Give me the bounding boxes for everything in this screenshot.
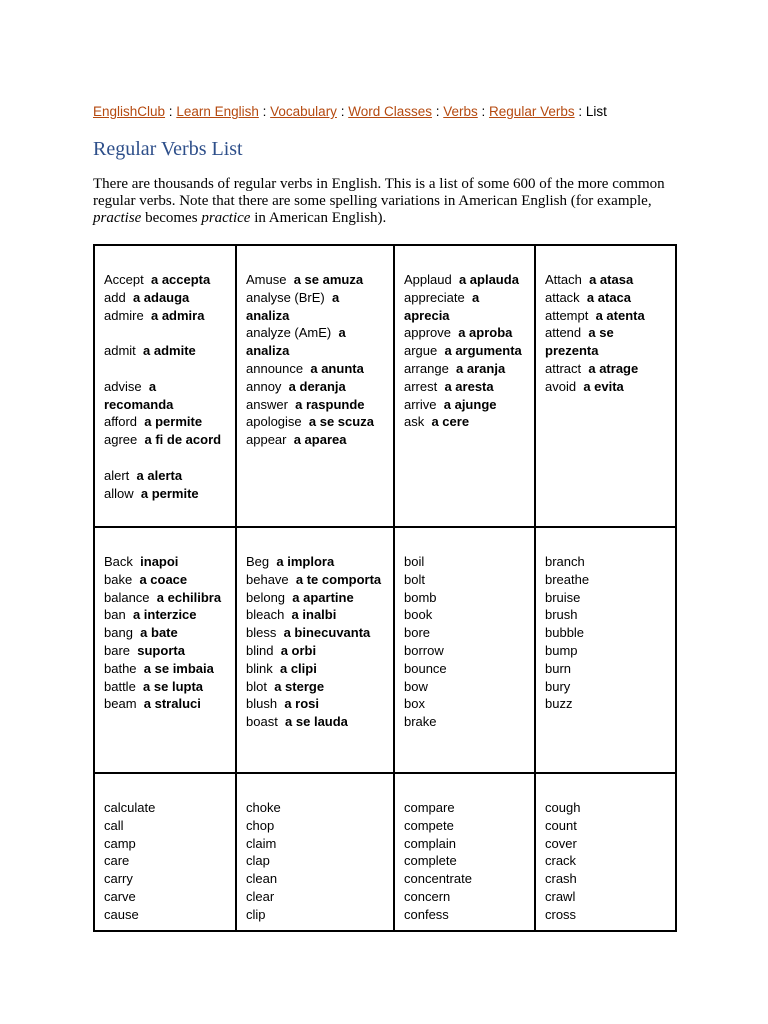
breadcrumb-separator: : [431,104,444,119]
verb-entry [104,660,227,678]
verb-word: blind [246,642,274,658]
verb-translation: a straluci [143,696,201,712]
verb-entry [404,642,526,660]
verb-entry [104,606,227,624]
verb-entry [404,695,526,713]
verb-word: bow [404,678,428,694]
verb-word: bless [246,625,277,641]
verb-word: boast [246,714,278,730]
verb-word: compete [404,817,454,833]
verb-cell [394,773,535,931]
verb-word: argue [404,343,438,359]
verb-translation: a aproba [458,325,513,341]
verb-word: carve [104,888,136,904]
verb-translation: a alerta [136,467,183,483]
verb-entry [545,624,667,642]
verb-word: bomb [404,589,437,605]
verb-word: announce [246,360,304,376]
verb-word: admire [104,307,144,323]
verb-word: branch [545,554,585,569]
verb-word: brush [545,607,578,623]
verb-entry [104,271,227,289]
verb-entry [246,589,385,607]
verb-translation: a inalbi [291,607,337,623]
verb-entry [404,799,526,817]
verb-entry [104,870,227,888]
verb-entry [104,553,227,571]
verb-word: call [104,817,124,833]
verb-entry [404,906,526,924]
verb-translation: inapoi [140,554,179,569]
verb-word: bake [104,571,133,587]
verb-entry [246,553,385,571]
breadcrumb-separator: : [477,104,490,119]
verb-entry [545,870,667,888]
verb-word: blot [246,678,267,694]
verb-entry [246,642,385,660]
verb-entry [545,360,667,378]
verb-entry [404,606,526,624]
verb-translation: a atrage [588,360,639,376]
verb-entry [545,660,667,678]
intro-text: There are thousands of regular verbs in English. This is a list of some 600 of the more common regular verbs. Note that there are some spelling variations in American English (for example, [93,176,665,209]
verb-entry [104,431,227,449]
verb-entry [246,571,385,589]
verb-translation: a aplauda [458,272,519,287]
verb-word: compare [404,800,455,815]
verb-word: cover [545,835,577,851]
verb-entry [545,289,667,307]
verb-translation: a raspunde [295,396,365,412]
verb-translation: a rosi [284,696,319,712]
verb-word: cough [545,800,581,815]
verb-translation: a argumenta [444,343,522,359]
verb-entry [545,799,667,817]
verb-entry [246,413,385,431]
verb-word: clean [246,871,278,887]
verb-translation: a interzice [132,607,197,623]
verb-word: arrest [404,378,438,394]
verb-translation: a deranja [288,378,346,394]
verb-entry [404,624,526,642]
verb-word: add [104,289,126,305]
verb-entry [545,307,667,325]
verb-word: complete [404,853,457,869]
intro-paragraph [93,176,683,227]
breadcrumb-current: List [585,104,607,119]
verb-translation: a permite [140,485,199,501]
verb-entry [404,835,526,853]
page-title: Regular Verbs List [93,138,243,160]
breadcrumb-link[interactable]: Learn English [176,104,259,119]
table-row [94,527,676,773]
verb-word: beam [104,696,137,712]
verb-word: choke [246,800,281,815]
verb-entry [404,589,526,607]
verb-translation: a cere [431,414,470,430]
verb-word: bathe [104,660,137,676]
verb-entry [545,606,667,624]
verb-translation: a atenta [595,307,645,323]
verb-translation: a evita [583,378,624,394]
verb-translation: a adauga [132,289,190,305]
verb-translation: a implora [276,554,335,569]
verb-entry [545,324,667,360]
verb-entry [104,695,227,713]
verb-word: breathe [545,571,590,587]
verb-word: Amuse [246,272,287,287]
verb-entry [404,396,526,414]
verb-entry [246,852,385,870]
verb-translation: a te comporta [295,571,382,587]
verb-translation: a aranja [456,360,506,376]
verb-translation: a sterge [274,678,325,694]
verb-word: attack [545,289,580,305]
verb-entry [104,485,227,503]
verb-translation: a atasa [589,272,634,287]
verb-word: cross [545,906,577,922]
verb-translation: a ataca [586,289,632,305]
verb-word: annoy [246,378,282,394]
verb-word: bury [545,678,571,694]
verb-word: chop [246,817,275,833]
verb-entry [246,431,385,449]
verb-entry [104,589,227,607]
verb-entry [404,678,526,696]
verb-word: calculate [104,800,156,815]
verb-entry [246,695,385,713]
verb-word: Back [104,554,133,569]
verb-cell [535,527,676,773]
verb-entry [404,342,526,360]
verb-entry [104,342,227,360]
verb-entry [246,324,385,360]
verb-translation: a binecuvanta [283,625,371,641]
breadcrumb-separator: : [336,104,349,119]
verb-entry [104,307,227,325]
intro-italic-practise: practise [93,210,142,226]
verb-entry [104,378,227,414]
verb-translation: a analiza [246,325,346,359]
verb-entry [104,467,227,485]
verb-entry [404,888,526,906]
verb-word: camp [104,835,136,851]
verb-entry [404,660,526,678]
verb-word: afford [104,414,138,430]
breadcrumb-separator: : [258,104,271,119]
verb-word: bruise [545,589,581,605]
verb-word: count [545,817,577,833]
verb-translation: a se amuza [293,272,364,287]
table-row [94,245,676,527]
verb-entry [104,571,227,589]
breadcrumb-link[interactable]: Regular Verbs [489,104,575,119]
verb-translation: a admite [143,343,196,359]
verb-word: cause [104,906,139,922]
verb-entry [104,817,227,835]
verb-word: bare [104,642,131,658]
intro-text: in American English). [250,210,387,226]
verb-word: bleach [246,607,285,623]
verb-translation: a se prezenta [545,325,614,359]
verb-translation: a bate [140,625,178,641]
verb-word: complain [404,835,457,851]
verb-translation: a se lauda [285,714,348,730]
verb-translation: a coace [139,571,188,587]
verb-entry [404,870,526,888]
verb-entry [545,589,667,607]
verb-translation: a orbi [280,642,317,658]
verb-word: Beg [246,554,270,569]
verb-entry [545,553,667,571]
verb-word: crack [545,853,577,869]
verb-translation: a anunta [310,360,364,376]
verb-entry [104,642,227,660]
verb-word: balance [104,589,150,605]
intro-text: becomes [141,210,202,226]
breadcrumb-link[interactable]: Vocabulary [270,104,337,119]
verb-entry [246,624,385,642]
verb-translation: a admira [150,307,205,323]
verb-word: clear [246,888,275,904]
verb-translation: suporta [137,642,185,658]
verb-translation: a aprecia [404,289,480,323]
verb-entry [246,606,385,624]
verb-entry [404,271,526,289]
verb-cell [394,527,535,773]
verb-translation: a se imbaia [143,660,214,676]
breadcrumb-link[interactable]: Verbs [443,104,478,119]
verb-cell [236,527,394,773]
verb-word: borrow [404,642,444,658]
verb-word: arrive [404,396,437,412]
verb-word: attend [545,325,582,341]
verb-word: Applaud [404,272,452,287]
verb-translation: a aparea [293,432,347,448]
verb-word: bang [104,625,133,641]
verb-translation: a se scuza [308,414,374,430]
verb-entry [404,713,526,731]
verb-entry [404,324,526,342]
verb-word: answer [246,396,288,412]
verb-entry [246,906,385,924]
verb-entry [404,571,526,589]
verb-translation: a echilibra [156,589,222,605]
verb-cell [94,773,236,931]
verb-translation: a apartine [292,589,354,605]
verb-cell [236,773,394,931]
verb-entry [246,835,385,853]
verb-word: avoid [545,378,577,394]
verb-entry [545,271,667,289]
verb-translation: a analiza [246,289,340,323]
verb-entry [246,360,385,378]
verb-word: Accept [104,272,144,287]
verb-cell [236,245,394,527]
verb-entry [104,799,227,817]
verb-cell [94,245,236,527]
verb-word: appreciate [404,289,465,305]
verb-word: battle [104,678,136,694]
verb-entry [545,642,667,660]
verb-word: admit [104,343,136,359]
verb-word: boil [404,554,425,569]
verb-word: alert [104,467,130,483]
verb-entry [545,678,667,696]
verb-entry [246,888,385,906]
verb-entry [404,553,526,571]
verb-word: crash [545,871,577,887]
verb-entry [545,378,667,396]
verb-translation: a fi de acord [144,432,222,448]
verb-word: approve [404,325,451,341]
verb-entry [104,835,227,853]
breadcrumb-link[interactable]: Word Classes [348,104,432,119]
verb-word: blink [246,660,273,676]
verb-entry [246,713,385,731]
verb-word: bubble [545,625,585,641]
verb-word: belong [246,589,286,605]
verb-entry [104,906,227,924]
verb-entry [104,852,227,870]
verb-entry [104,888,227,906]
verb-entry [246,396,385,414]
verb-word: concentrate [404,871,472,887]
verb-entry [104,289,227,307]
verb-entry [246,271,385,289]
breadcrumb-link[interactable]: EnglishClub [93,104,166,119]
verb-entry [246,870,385,888]
verb-word: analyze (AmE) [246,325,332,341]
verb-word: bore [404,625,431,641]
verb-entry [104,624,227,642]
verb-entry [104,413,227,431]
verb-word: bolt [404,571,425,587]
verb-word: analyse (BrE) [246,289,325,305]
verb-word: carry [104,871,133,887]
verb-entry [545,817,667,835]
verb-word: clap [246,853,270,869]
verb-entry [545,695,667,713]
verb-word: ask [404,414,425,430]
verb-cell [94,527,236,773]
verb-cell [394,245,535,527]
verb-word: box [404,696,425,712]
verb-entry [404,378,526,396]
verb-entry [545,906,667,924]
verb-translation: a permite [144,414,203,430]
verb-word: concern [404,888,451,904]
verb-entry [246,799,385,817]
verb-entry [545,835,667,853]
verb-word: book [404,607,433,623]
verb-entry [104,678,227,696]
breadcrumb [93,104,607,119]
verb-word: arrange [404,360,449,376]
verb-word: bump [545,642,578,658]
verb-word: allow [104,485,134,501]
verb-entry [545,852,667,870]
verb-word: claim [246,835,277,851]
verb-word: Attach [545,272,582,287]
verb-cell [535,245,676,527]
verb-entry [404,852,526,870]
verb-entry [545,571,667,589]
verb-translation: a accepta [150,272,211,287]
verb-word: blush [246,696,278,712]
verb-translation: a clipi [279,660,317,676]
verb-word: burn [545,660,572,676]
verb-entry [246,817,385,835]
verb-word: advise [104,378,142,394]
verb-entry [404,360,526,378]
verb-entry [404,289,526,325]
verb-entry [545,888,667,906]
verb-word: brake [404,714,437,730]
intro-italic-practice: practice [201,210,251,226]
table-row [94,773,676,931]
verb-cell [535,773,676,931]
verb-word: crawl [545,888,576,904]
verb-word: agree [104,432,138,448]
verb-entry [246,289,385,325]
verb-word: care [104,853,130,869]
verb-translation: a se lupta [143,678,204,694]
verb-word: behave [246,571,289,587]
verb-translation: a aresta [444,378,494,394]
verb-word: ban [104,607,126,623]
verb-word: bounce [404,660,447,676]
verb-entry [404,817,526,835]
verb-word: appear [246,432,287,448]
verb-entry [246,678,385,696]
verb-translation: a ajunge [443,396,497,412]
verbs-table [93,244,677,932]
verb-word: apologise [246,414,302,430]
verb-entry [246,660,385,678]
verb-entry [404,413,526,431]
breadcrumb-separator: : [165,104,177,119]
verb-word: attempt [545,307,589,323]
breadcrumb-separator: : [574,104,586,119]
verb-entry [246,378,385,396]
verb-word: buzz [545,696,573,712]
verb-word: confess [404,906,449,922]
verb-word: clip [246,906,266,922]
verb-translation: a recomanda [104,378,174,412]
verb-word: attract [545,360,582,376]
